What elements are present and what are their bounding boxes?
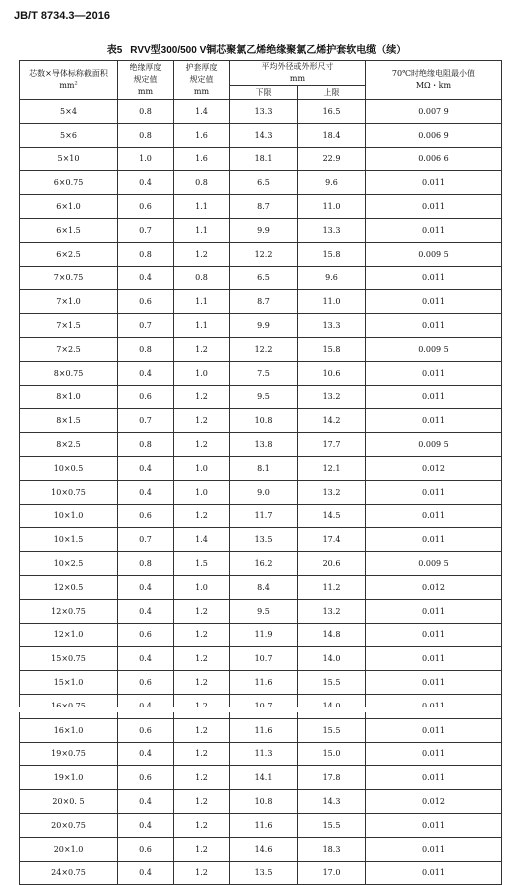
cell-insulation-thickness: 0.6 xyxy=(118,385,174,409)
cell-cores-cross-section: 8×1.5 xyxy=(20,409,118,433)
cell-diameter-upper: 15.0 xyxy=(298,742,366,766)
cell-cores-cross-section: 5×10 xyxy=(20,147,118,171)
cell-insulation-resistance: 0.011 xyxy=(366,837,502,861)
cell-diameter-lower: 9.5 xyxy=(230,599,298,623)
table-row xyxy=(20,623,502,647)
cell-cores-cross-section: 6×0.75 xyxy=(20,171,118,195)
cell-sheath-thickness: 1.2 xyxy=(174,790,230,814)
cell-diameter-upper: 15.5 xyxy=(298,671,366,695)
cell-insulation-resistance: 0.009 5 xyxy=(366,552,502,576)
cell-diameter-lower: 14.3 xyxy=(230,123,298,147)
cell-insulation-thickness: 0.7 xyxy=(118,409,174,433)
cell-insulation-resistance: 0.009 5 xyxy=(366,337,502,361)
cell-sheath-thickness: 1.2 xyxy=(174,718,230,742)
table-row xyxy=(20,456,502,480)
cell-diameter-upper: 13.3 xyxy=(298,218,366,242)
cell-sheath-thickness: 1.2 xyxy=(174,504,230,528)
cell-cores-cross-section: 20×1.0 xyxy=(20,837,118,861)
cell-cores-cross-section: 10×0.75 xyxy=(20,480,118,504)
cell-diameter-upper: 17.4 xyxy=(298,528,366,552)
cell-cores-cross-section: 10×1.5 xyxy=(20,528,118,552)
cell-sheath-thickness: 1.4 xyxy=(174,528,230,552)
table-row xyxy=(20,552,502,576)
table-row xyxy=(20,718,502,742)
cell-sheath-thickness: 1.1 xyxy=(174,195,230,219)
cell-insulation-resistance: 0.011 xyxy=(366,218,502,242)
cell-diameter-lower: 13.3 xyxy=(230,100,298,124)
header-insulation-resistance: 70℃时绝缘电阻最小值 MΩ・km xyxy=(366,61,502,100)
cell-insulation-resistance: 0.011 xyxy=(366,195,502,219)
header-insulation-thickness: 绝缘厚度 规定值 mm xyxy=(118,61,174,100)
cell-insulation-thickness: 0.4 xyxy=(118,575,174,599)
cell-insulation-resistance: 0.011 xyxy=(366,742,502,766)
cell-diameter-lower: 18.1 xyxy=(230,147,298,171)
cell-diameter-upper: 18.4 xyxy=(298,123,366,147)
cell-insulation-resistance: 0.011 xyxy=(366,480,502,504)
cell-sheath-thickness: 1.2 xyxy=(174,242,230,266)
cell-insulation-resistance: 0.011 xyxy=(366,266,502,290)
cell-sheath-thickness: 1.6 xyxy=(174,147,230,171)
table-row xyxy=(20,433,502,457)
cell-sheath-thickness: 1.2 xyxy=(174,742,230,766)
cell-insulation-resistance: 0.011 xyxy=(366,647,502,671)
cell-insulation-resistance: 0.011 xyxy=(366,718,502,742)
cell-insulation-thickness: 0.6 xyxy=(118,718,174,742)
cell-sheath-thickness: 1.2 xyxy=(174,409,230,433)
cell-cores-cross-section: 20×0.75 xyxy=(20,813,118,837)
cell-insulation-resistance: 0.011 xyxy=(366,314,502,338)
cell-diameter-lower: 9.0 xyxy=(230,480,298,504)
cell-cores-cross-section: 12×1.0 xyxy=(20,623,118,647)
cell-insulation-thickness: 0.6 xyxy=(118,671,174,695)
table-row xyxy=(20,599,502,623)
cell-diameter-lower: 11.3 xyxy=(230,742,298,766)
cell-diameter-lower: 11.6 xyxy=(230,718,298,742)
cell-cores-cross-section: 6×2.5 xyxy=(20,242,118,266)
cell-cores-cross-section: 24×0.75 xyxy=(20,861,118,885)
cell-diameter-lower: 13.5 xyxy=(230,861,298,885)
cell-sheath-thickness: 1.2 xyxy=(174,837,230,861)
table-row xyxy=(20,147,502,171)
cell-diameter-lower: 9.9 xyxy=(230,314,298,338)
cell-insulation-resistance: 0.012 xyxy=(366,575,502,599)
cell-diameter-lower: 6.5 xyxy=(230,266,298,290)
cell-diameter-lower: 9.9 xyxy=(230,218,298,242)
cell-diameter-upper: 15.5 xyxy=(298,813,366,837)
cell-insulation-resistance: 0.011 xyxy=(366,171,502,195)
cell-insulation-resistance: 0.007 9 xyxy=(366,100,502,124)
cell-insulation-thickness: 0.6 xyxy=(118,290,174,314)
cell-cores-cross-section: 15×0.75 xyxy=(20,647,118,671)
cell-insulation-thickness: 0.6 xyxy=(118,195,174,219)
cell-sheath-thickness: 1.2 xyxy=(174,861,230,885)
cell-insulation-thickness: 0.7 xyxy=(118,528,174,552)
cell-diameter-lower: 13.5 xyxy=(230,528,298,552)
cell-sheath-thickness: 1.2 xyxy=(174,671,230,695)
cell-diameter-lower: 8.1 xyxy=(230,456,298,480)
cell-insulation-thickness: 0.4 xyxy=(118,861,174,885)
document-number: JB/T 8734.3—2016 xyxy=(14,10,111,22)
cell-diameter-upper: 14.8 xyxy=(298,623,366,647)
cell-diameter-upper: 14.2 xyxy=(298,409,366,433)
cell-sheath-thickness: 1.0 xyxy=(174,361,230,385)
cell-cores-cross-section: 7×2.5 xyxy=(20,337,118,361)
cell-sheath-thickness: 1.2 xyxy=(174,647,230,671)
cell-diameter-upper: 18.3 xyxy=(298,837,366,861)
cell-diameter-lower: 7.5 xyxy=(230,361,298,385)
cell-diameter-lower: 14.6 xyxy=(230,837,298,861)
cell-insulation-thickness: 0.8 xyxy=(118,552,174,576)
cell-diameter-lower: 8.7 xyxy=(230,290,298,314)
table-row xyxy=(20,813,502,837)
cell-diameter-lower: 9.5 xyxy=(230,385,298,409)
cell-diameter-lower: 11.7 xyxy=(230,504,298,528)
cell-diameter-upper: 17.7 xyxy=(298,433,366,457)
cell-insulation-resistance: 0.011 xyxy=(366,409,502,433)
cell-insulation-resistance: 0.011 xyxy=(366,528,502,552)
cell-sheath-thickness: 1.2 xyxy=(174,813,230,837)
cell-diameter-upper: 11.0 xyxy=(298,195,366,219)
cell-diameter-lower: 13.8 xyxy=(230,433,298,457)
cell-diameter-upper: 15.8 xyxy=(298,242,366,266)
cell-sheath-thickness: 1.1 xyxy=(174,290,230,314)
table-caption xyxy=(0,41,513,56)
cell-insulation-thickness: 0.8 xyxy=(118,337,174,361)
cell-insulation-thickness: 0.8 xyxy=(118,433,174,457)
cell-insulation-thickness: 0.8 xyxy=(118,242,174,266)
cell-sheath-thickness: 1.2 xyxy=(174,599,230,623)
cable-spec-table xyxy=(19,60,502,885)
cell-insulation-resistance: 0.012 xyxy=(366,456,502,480)
cell-diameter-upper: 11.2 xyxy=(298,575,366,599)
cell-insulation-resistance: 0.009 5 xyxy=(366,242,502,266)
table-row xyxy=(20,266,502,290)
table-row xyxy=(20,218,502,242)
table-row xyxy=(20,195,502,219)
cell-insulation-thickness: 0.4 xyxy=(118,266,174,290)
cell-insulation-thickness: 0.4 xyxy=(118,742,174,766)
cell-cores-cross-section: 20×0. 5 xyxy=(20,790,118,814)
table-row xyxy=(20,504,502,528)
cell-diameter-upper: 11.0 xyxy=(298,290,366,314)
table-row xyxy=(20,314,502,338)
cell-diameter-lower: 10.8 xyxy=(230,790,298,814)
table-row xyxy=(20,790,502,814)
cell-diameter-lower: 8.7 xyxy=(230,195,298,219)
cell-insulation-resistance: 0.009 5 xyxy=(366,433,502,457)
cell-insulation-thickness: 0.6 xyxy=(118,504,174,528)
cell-insulation-resistance: 0.011 xyxy=(366,599,502,623)
table-row xyxy=(20,171,502,195)
cell-diameter-upper: 14.0 xyxy=(298,647,366,671)
cell-cores-cross-section: 8×1.0 xyxy=(20,385,118,409)
cell-insulation-thickness: 0.4 xyxy=(118,813,174,837)
table-title: RVV型300/500 V铜芯聚氯乙烯绝缘聚氯乙烯护套软电缆（续） xyxy=(130,45,407,56)
table-row xyxy=(20,337,502,361)
cell-cores-cross-section: 12×0.5 xyxy=(20,575,118,599)
cell-insulation-thickness: 0.4 xyxy=(118,361,174,385)
cell-diameter-upper: 13.3 xyxy=(298,314,366,338)
header-sheath-thickness: 护套厚度 规定值 mm xyxy=(174,61,230,100)
table-row xyxy=(20,766,502,790)
cell-insulation-thickness: 0.4 xyxy=(118,599,174,623)
cell-diameter-upper: 14.3 xyxy=(298,790,366,814)
cell-cores-cross-section: 6×1.5 xyxy=(20,218,118,242)
table-row xyxy=(20,742,502,766)
cell-diameter-upper: 13.2 xyxy=(298,480,366,504)
cell-insulation-resistance: 0.011 xyxy=(366,813,502,837)
cell-cores-cross-section: 19×1.0 xyxy=(20,766,118,790)
cell-sheath-thickness: 0.8 xyxy=(174,171,230,195)
cell-diameter-lower: 14.1 xyxy=(230,766,298,790)
cell-diameter-upper: 15.8 xyxy=(298,337,366,361)
cell-sheath-thickness: 0.8 xyxy=(174,266,230,290)
header-upper-limit: 上限 xyxy=(298,86,366,100)
cell-diameter-lower: 11.6 xyxy=(230,671,298,695)
cell-cores-cross-section: 5×6 xyxy=(20,123,118,147)
cell-sheath-thickness: 1.1 xyxy=(174,218,230,242)
cell-diameter-lower: 11.9 xyxy=(230,623,298,647)
table-row xyxy=(20,242,502,266)
table-row xyxy=(20,123,502,147)
cell-diameter-upper: 13.2 xyxy=(298,385,366,409)
page-bottom-edge xyxy=(19,707,501,712)
header-cores-cross-section: 芯数×导体标称截面积 $mm^2$ xyxy=(20,61,118,100)
cell-insulation-thickness: 0.6 xyxy=(118,623,174,647)
cell-insulation-thickness: 0.7 xyxy=(118,314,174,338)
table-row xyxy=(20,647,502,671)
table-row xyxy=(20,671,502,695)
cell-insulation-thickness: 0.4 xyxy=(118,790,174,814)
table-body xyxy=(20,100,502,885)
table-row xyxy=(20,861,502,885)
cell-diameter-upper: 9.6 xyxy=(298,266,366,290)
cell-diameter-upper: 13.2 xyxy=(298,599,366,623)
table-row xyxy=(20,409,502,433)
cell-diameter-lower: 12.2 xyxy=(230,242,298,266)
cell-insulation-resistance: 0.011 xyxy=(366,385,502,409)
cell-diameter-upper: 15.5 xyxy=(298,718,366,742)
cell-diameter-upper: 9.6 xyxy=(298,171,366,195)
cell-insulation-thickness: 0.6 xyxy=(118,837,174,861)
cell-insulation-resistance: 0.011 xyxy=(366,671,502,695)
table-row xyxy=(20,837,502,861)
cell-cores-cross-section: 10×1.0 xyxy=(20,504,118,528)
cell-insulation-resistance: 0.012 xyxy=(366,790,502,814)
cell-insulation-resistance: 0.011 xyxy=(366,766,502,790)
cell-diameter-upper: 12.1 xyxy=(298,456,366,480)
cell-insulation-thickness: 0.4 xyxy=(118,456,174,480)
cell-cores-cross-section: 7×1.5 xyxy=(20,314,118,338)
cell-sheath-thickness: 1.0 xyxy=(174,575,230,599)
cell-cores-cross-section: 19×0.75 xyxy=(20,742,118,766)
cell-diameter-lower: 11.6 xyxy=(230,813,298,837)
cell-diameter-lower: 12.2 xyxy=(230,337,298,361)
cell-diameter-lower: 6.5 xyxy=(230,171,298,195)
cell-diameter-upper: 17.0 xyxy=(298,861,366,885)
cell-cores-cross-section: 16×1.0 xyxy=(20,718,118,742)
cell-insulation-thickness: 0.4 xyxy=(118,480,174,504)
cell-insulation-resistance: 0.006 9 xyxy=(366,123,502,147)
table-row xyxy=(20,480,502,504)
table-row xyxy=(20,100,502,124)
cell-sheath-thickness: 1.2 xyxy=(174,433,230,457)
cell-cores-cross-section: 5×4 xyxy=(20,100,118,124)
cell-sheath-thickness: 1.6 xyxy=(174,123,230,147)
cell-sheath-thickness: 1.4 xyxy=(174,100,230,124)
table-row xyxy=(20,290,502,314)
cell-cores-cross-section: 8×2.5 xyxy=(20,433,118,457)
cell-insulation-thickness: 0.7 xyxy=(118,218,174,242)
cell-insulation-resistance: 0.011 xyxy=(366,361,502,385)
cell-diameter-lower: 10.7 xyxy=(230,647,298,671)
cell-cores-cross-section: 8×0.75 xyxy=(20,361,118,385)
cell-insulation-resistance: 0.006 6 xyxy=(366,147,502,171)
header-lower-limit: 下限 xyxy=(230,86,298,100)
cell-insulation-resistance: 0.011 xyxy=(366,861,502,885)
cell-sheath-thickness: 1.0 xyxy=(174,480,230,504)
cell-diameter-lower: 16.2 xyxy=(230,552,298,576)
table-row xyxy=(20,361,502,385)
cell-sheath-thickness: 1.2 xyxy=(174,337,230,361)
cell-diameter-upper: 20.6 xyxy=(298,552,366,576)
cell-cores-cross-section: 15×1.0 xyxy=(20,671,118,695)
cell-cores-cross-section: 12×0.75 xyxy=(20,599,118,623)
cell-insulation-thickness: 0.8 xyxy=(118,123,174,147)
cell-sheath-thickness: 1.1 xyxy=(174,314,230,338)
cell-insulation-thickness: 0.4 xyxy=(118,647,174,671)
cell-insulation-thickness: 0.8 xyxy=(118,100,174,124)
cell-sheath-thickness: 1.2 xyxy=(174,766,230,790)
cell-diameter-lower: 8.4 xyxy=(230,575,298,599)
cell-diameter-upper: 10.6 xyxy=(298,361,366,385)
header-mean-overall-diameter: 平均外径或外形尺寸 mm xyxy=(230,61,366,86)
cell-insulation-resistance: 0.011 xyxy=(366,623,502,647)
cell-insulation-resistance: 0.011 xyxy=(366,290,502,314)
cell-cores-cross-section: 10×2.5 xyxy=(20,552,118,576)
cell-insulation-thickness: 0.4 xyxy=(118,171,174,195)
cell-cores-cross-section: 7×1.0 xyxy=(20,290,118,314)
cell-insulation-thickness: 0.6 xyxy=(118,766,174,790)
table-row xyxy=(20,528,502,552)
cell-diameter-upper: 22.9 xyxy=(298,147,366,171)
cell-diameter-upper: 14.5 xyxy=(298,504,366,528)
table-row xyxy=(20,575,502,599)
cell-sheath-thickness: 1.2 xyxy=(174,623,230,647)
cell-insulation-thickness: 1.0 xyxy=(118,147,174,171)
table-row xyxy=(20,385,502,409)
cell-diameter-upper: 16.5 xyxy=(298,100,366,124)
cell-cores-cross-section: 10×0.5 xyxy=(20,456,118,480)
cell-insulation-resistance: 0.011 xyxy=(366,504,502,528)
cell-cores-cross-section: 6×1.0 xyxy=(20,195,118,219)
cell-sheath-thickness: 1.2 xyxy=(174,385,230,409)
cell-diameter-upper: 17.8 xyxy=(298,766,366,790)
cell-sheath-thickness: 1.5 xyxy=(174,552,230,576)
table-number: 表5 xyxy=(106,45,123,56)
cell-cores-cross-section: 7×0.75 xyxy=(20,266,118,290)
cell-diameter-lower: 10.8 xyxy=(230,409,298,433)
cell-sheath-thickness: 1.0 xyxy=(174,456,230,480)
